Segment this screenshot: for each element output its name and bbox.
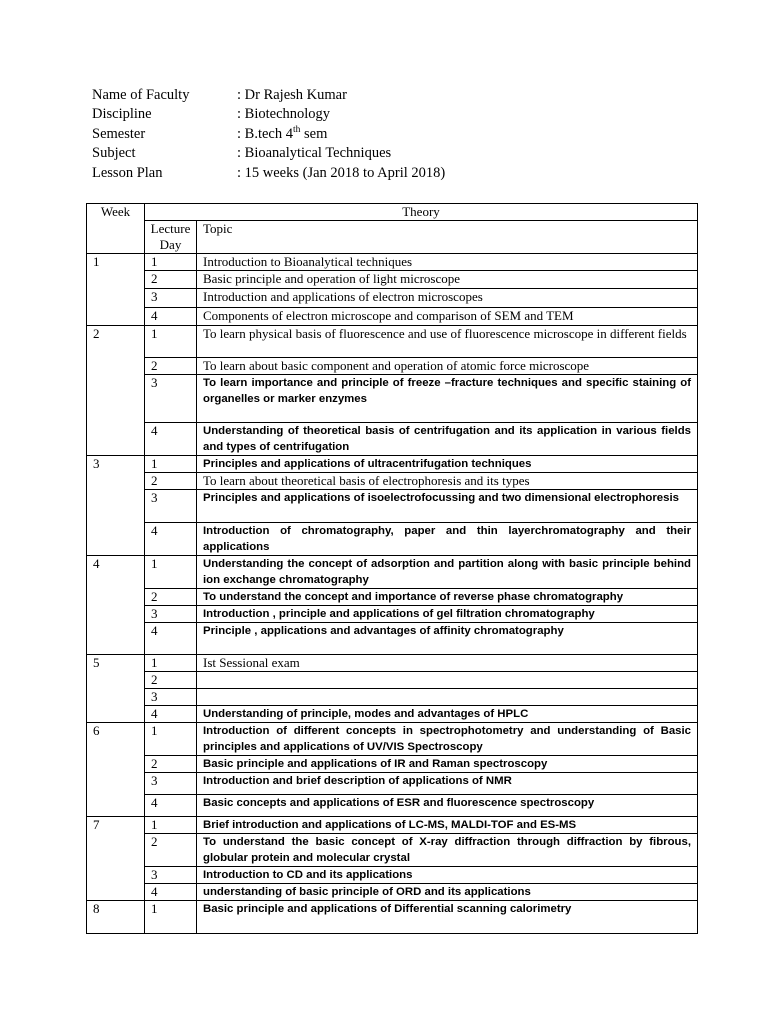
info-value: : Biotechnology xyxy=(237,106,331,123)
lecture-day: 4 xyxy=(145,884,197,901)
lecture-day: 2 xyxy=(145,589,197,606)
lecture-day: 3 xyxy=(145,867,197,884)
info-row xyxy=(92,164,445,183)
week-number: 1 xyxy=(87,254,145,326)
table-row xyxy=(87,375,698,423)
info-value: : Bioanalytical Techniques xyxy=(237,145,392,162)
info-label: Subject xyxy=(92,145,136,162)
topic-header: Topic xyxy=(197,221,698,254)
info-label: Name of Faculty xyxy=(92,87,190,103)
topic: Basic concepts and applications of ESR and fluorescence spectroscopy xyxy=(197,795,698,817)
info-row xyxy=(92,144,445,163)
lecture-day: 1 xyxy=(145,254,197,271)
topic: Introduction , principle and applications of gel filtration chromatography xyxy=(197,606,698,623)
topic: Understanding the concept of adsorption and partition along with basic principle behind ion exchange chromatography xyxy=(197,556,698,589)
table-row xyxy=(87,834,698,867)
lecture-day: 3 xyxy=(145,606,197,623)
info-label: Discipline xyxy=(92,106,152,123)
week-number: 8 xyxy=(87,901,145,934)
table-row xyxy=(87,254,698,271)
lecture-day-header: Lecture Day xyxy=(145,221,197,254)
info-row xyxy=(92,105,445,124)
table-row xyxy=(87,672,698,689)
table-row xyxy=(87,723,698,756)
table-row xyxy=(87,901,698,934)
table-row xyxy=(87,490,698,523)
table-row xyxy=(87,473,698,490)
table-row xyxy=(87,589,698,606)
table-row xyxy=(87,773,698,795)
topic: To learn about basic component and operation of atomic force microscope xyxy=(197,358,698,375)
topic: Basic principle and applications of IR and Raman spectroscopy xyxy=(197,756,698,773)
lecture-day: 2 xyxy=(145,834,197,867)
lecture-day: 4 xyxy=(145,423,197,456)
table-row xyxy=(87,884,698,901)
topic: Understanding of theoretical basis of centrifugation and its application in various fields and types of centrifugation xyxy=(197,423,698,456)
lecture-day: 2 xyxy=(145,473,197,490)
topic: Basic principle and applications of Differential scanning calorimetry xyxy=(197,901,698,934)
table-row xyxy=(87,817,698,834)
lecture-day: 3 xyxy=(145,289,197,308)
topic: Principles and applications of ultracentrifugation techniques xyxy=(197,456,698,473)
topic: Basic principle and operation of light microscope xyxy=(197,271,698,289)
topic xyxy=(197,689,698,706)
topic: Introduction of chromatography, paper and thin layerchromatography and their applications xyxy=(197,523,698,556)
topic: To learn physical basis of fluorescence and use of fluorescence microscope in different fields xyxy=(197,326,698,358)
table-row xyxy=(87,756,698,773)
info-value: : 15 weeks (Jan 2018 to April 2018) xyxy=(237,164,446,181)
table-row xyxy=(87,456,698,473)
faculty-info-header xyxy=(92,86,445,183)
week-column-header: Week xyxy=(87,204,145,254)
week-number: 3 xyxy=(87,456,145,556)
theory-header: Theory xyxy=(145,204,698,221)
lecture-day: 1 xyxy=(145,326,197,358)
table-subheader-row xyxy=(87,221,698,254)
lecture-day: 1 xyxy=(145,556,197,589)
topic: To learn importance and principle of freeze –fracture techniques and specific staining of organelles or marker enzymes xyxy=(197,375,698,423)
table-row xyxy=(87,358,698,375)
lecture-day: 4 xyxy=(145,308,197,326)
table-row xyxy=(87,326,698,358)
lecture-day: 1 xyxy=(145,901,197,934)
table-row xyxy=(87,623,698,655)
lecture-day: 2 xyxy=(145,672,197,689)
topic: To understand the concept and importance of reverse phase chromatography xyxy=(197,589,698,606)
table-row xyxy=(87,795,698,817)
lecture-day: 1 xyxy=(145,655,197,672)
lecture-day: 4 xyxy=(145,623,197,655)
topic: Introduction of different concepts in spectrophotometry and understanding of Basic principles and applications of UV/VIS Spectroscopy xyxy=(197,723,698,756)
topic: Introduction and brief description of applications of NMR xyxy=(197,773,698,795)
lecture-day: 3 xyxy=(145,375,197,423)
table-header-row xyxy=(87,204,698,221)
lecture-day: 1 xyxy=(145,723,197,756)
topic: To learn about theoretical basis of electrophoresis and its types xyxy=(197,473,698,490)
table-row xyxy=(87,655,698,672)
table-row xyxy=(87,308,698,326)
table-row xyxy=(87,689,698,706)
table-row xyxy=(87,289,698,308)
lecture-day: 4 xyxy=(145,706,197,723)
lecture-day: 2 xyxy=(145,358,197,375)
lecture-day: 4 xyxy=(145,795,197,817)
topic: Introduction to Bioanalytical techniques xyxy=(197,254,698,271)
lecture-day: 1 xyxy=(145,456,197,473)
info-label: Lesson Plan xyxy=(92,164,163,181)
topic: Principles and applications of isoelectrofocussing and two dimensional electrophoresis xyxy=(197,490,698,523)
info-value: : B.tech 4th sem xyxy=(237,124,328,142)
lecture-day: 2 xyxy=(145,271,197,289)
week-number: 7 xyxy=(87,817,145,901)
table-row xyxy=(87,523,698,556)
topic: Introduction and applications of electron microscopes xyxy=(197,289,698,308)
topic: Introduction to CD and its applications xyxy=(197,867,698,884)
week-number: 5 xyxy=(87,655,145,723)
lecture-day: 3 xyxy=(145,689,197,706)
lecture-day: 4 xyxy=(145,523,197,556)
topic: Understanding of principle, modes and advantages of HPLC xyxy=(197,706,698,723)
table-row xyxy=(87,606,698,623)
lecture-day: 1 xyxy=(145,817,197,834)
lecture-day: 3 xyxy=(145,490,197,523)
topic: To understand the basic concept of X-ray diffraction through diffraction by fibrous, globular protein and molecular crystal xyxy=(197,834,698,867)
info-row xyxy=(92,125,445,144)
table-row xyxy=(87,556,698,589)
table-row xyxy=(87,706,698,723)
topic: Ist Sessional exam xyxy=(197,655,698,672)
lecture-day: 3 xyxy=(145,773,197,795)
week-number: 4 xyxy=(87,556,145,655)
info-label: Semester xyxy=(92,125,146,142)
info-row xyxy=(92,86,445,105)
lesson-plan-table xyxy=(86,203,698,934)
week-number: 2 xyxy=(87,326,145,456)
table-row xyxy=(87,423,698,456)
topic: Components of electron microscope and comparison of SEM and TEM xyxy=(197,308,698,326)
topic xyxy=(197,672,698,689)
topic: understanding of basic principle of ORD and its applications xyxy=(197,884,698,901)
week-number: 6 xyxy=(87,723,145,817)
table-row xyxy=(87,867,698,884)
lecture-day: 2 xyxy=(145,756,197,773)
topic: Principle , applications and advantages of affinity chromatography xyxy=(197,623,698,655)
topic: Brief introduction and applications of LC-MS, MALDI-TOF and ES-MS xyxy=(197,817,698,834)
table-row xyxy=(87,271,698,289)
info-value: : Dr Rajesh Kumar xyxy=(237,87,347,103)
